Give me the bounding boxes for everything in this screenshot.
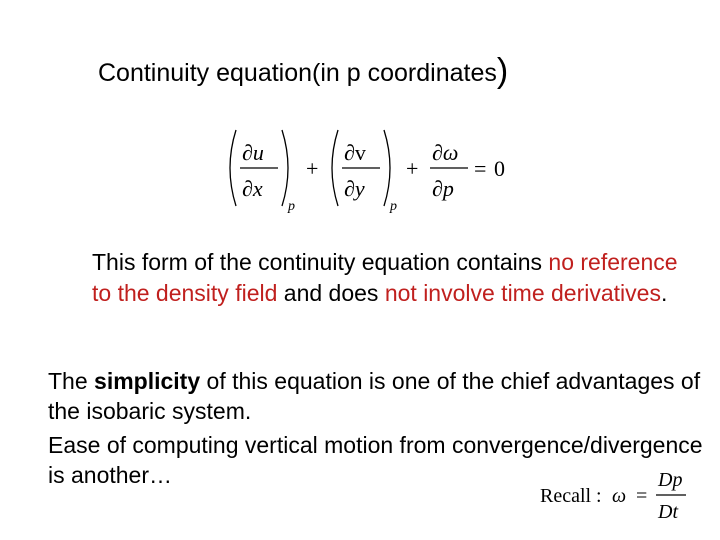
desc-text-1: This form of the continuity equation contains	[92, 249, 549, 275]
desc-text-2: and does	[277, 280, 385, 306]
eq-zero: 0	[494, 156, 505, 181]
eq-subscript-p-2: p	[390, 199, 397, 214]
recall-equals: =	[636, 485, 648, 507]
title-text: Continuity equation(in p coordinates	[98, 59, 497, 87]
recall-omega: ω	[612, 485, 627, 507]
title-close-paren: )	[496, 52, 509, 90]
recall-formula	[540, 462, 690, 528]
vertical-motion-paragraph: Ease of computing vertical motion from convergence/divergence is another…	[48, 432, 703, 488]
simplicity-bold: simplicity	[94, 368, 201, 394]
desc-text-3: .	[660, 280, 668, 306]
eq-partial-p: ∂p	[432, 176, 454, 201]
slide-title	[98, 52, 508, 91]
desc-highlight-density: no reference to the density field	[92, 249, 678, 306]
recall-colon: :	[596, 485, 602, 507]
desc-highlight-time: not involve time derivatives	[384, 280, 661, 306]
eq-plus-1: +	[306, 156, 319, 181]
recall-numerator: Dp	[658, 469, 683, 491]
recall-denominator: Dt	[658, 501, 678, 523]
eq-right-paren-2	[384, 130, 390, 206]
continuity-equation	[226, 124, 516, 216]
recall-label: Recall	[540, 485, 592, 507]
simplicity-paragraph	[48, 366, 708, 426]
eq-partial-omega: ∂ω	[432, 140, 459, 165]
eq-partial-y: ∂y	[344, 176, 365, 201]
eq-partial-u: ∂u	[242, 140, 264, 165]
simplicity-prefix: The	[48, 368, 95, 394]
eq-partial-x: ∂x	[242, 176, 263, 201]
simplicity-rest: of this equation is one of the chief advantages of the isobaric system.	[48, 368, 701, 424]
eq-plus-2: +	[406, 156, 419, 181]
eq-equals: =	[474, 156, 487, 181]
continuity-description	[92, 247, 692, 309]
eq-left-paren-1	[230, 130, 236, 206]
eq-right-paren-1	[282, 130, 288, 206]
eq-partial-v: ∂v	[344, 140, 366, 165]
eq-subscript-p-1: p	[288, 199, 295, 214]
eq-left-paren-2	[332, 130, 338, 206]
